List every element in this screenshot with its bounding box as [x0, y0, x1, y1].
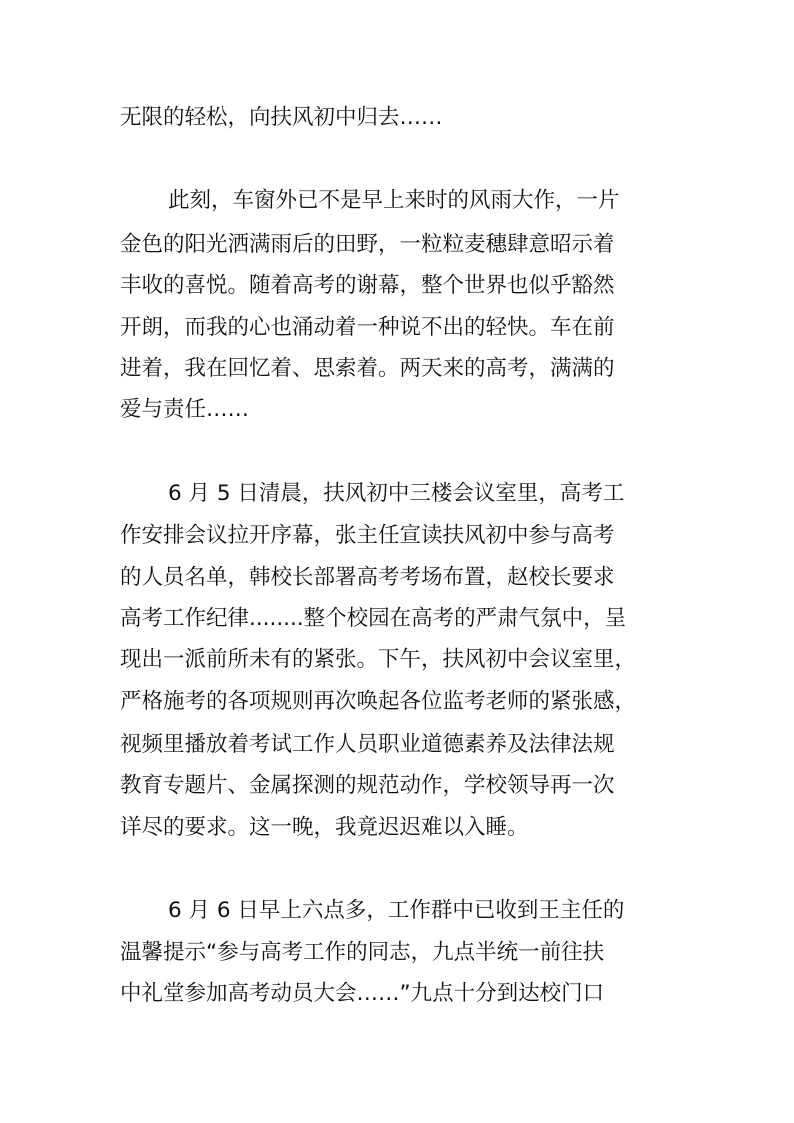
paragraph-4-line-3: 中礼堂参加高考动员大会……”九点十分到达校门口: [120, 981, 605, 1006]
paragraph-3-line-3: 的人员名单，韩校长部署高考考场布置，赵校长要求: [120, 565, 615, 590]
paragraph-3-line-7: 视频里播放着考试工作人员职业道德素养及法律法规: [120, 732, 615, 757]
paragraph-2-line-1: 此刻，车窗外已不是早上来时的风雨大作，一片: [168, 188, 620, 213]
paragraph-2-line-2: 金色的阳光洒满雨后的田野，一粒粒麦穗肆意昭示着: [120, 232, 615, 257]
paragraph-3-line-8: 教育专题片、金属探测的规范动作，学校领导再一次: [120, 773, 615, 798]
paragraph-4-line-2: 温馨提示“参与高考工作的同志，九点半统一前往扶: [120, 940, 605, 965]
paragraph-3-line-5: 现出一派前所未有的紧张。下午，扶风初中会议室里，: [120, 647, 637, 672]
paragraph-1-line-1: 无限的轻松，向扶风初中归去……: [120, 105, 443, 130]
paragraph-3-line-9: 详尽的要求。这一晚，我竟迟迟难以入睡。: [120, 815, 529, 840]
paragraph-2-line-4: 开朗，而我的心也涌动着一种说不出的轻快。车在前: [120, 315, 615, 340]
paragraph-3-line-6: 严格施考的各项规则再次唤起各位监考老师的紧张感，: [120, 689, 637, 714]
paragraph-3-line-1: 6 月 5 日清晨，扶风初中三楼会议室里，高考工: [168, 481, 625, 506]
paragraph-4-line-1: 6 月 6 日早上六点多，工作群中已收到王主任的: [168, 898, 625, 923]
paragraph-3-line-4: 高考工作纪律........整个校园在高考的严肃气氛中，呈: [120, 606, 627, 631]
paragraph-3-line-2: 作安排会议拉开序幕，张主任宣读扶风初中参与高考: [120, 523, 615, 548]
paragraph-2-line-5: 进着，我在回忆着、思索着。两天来的高考，满满的: [120, 356, 615, 381]
paragraph-2-line-6: 爱与责任……: [120, 397, 250, 422]
paragraph-2-line-3: 丰收的喜悦。随着高考的谢幕，整个世界也似乎豁然: [120, 273, 615, 298]
